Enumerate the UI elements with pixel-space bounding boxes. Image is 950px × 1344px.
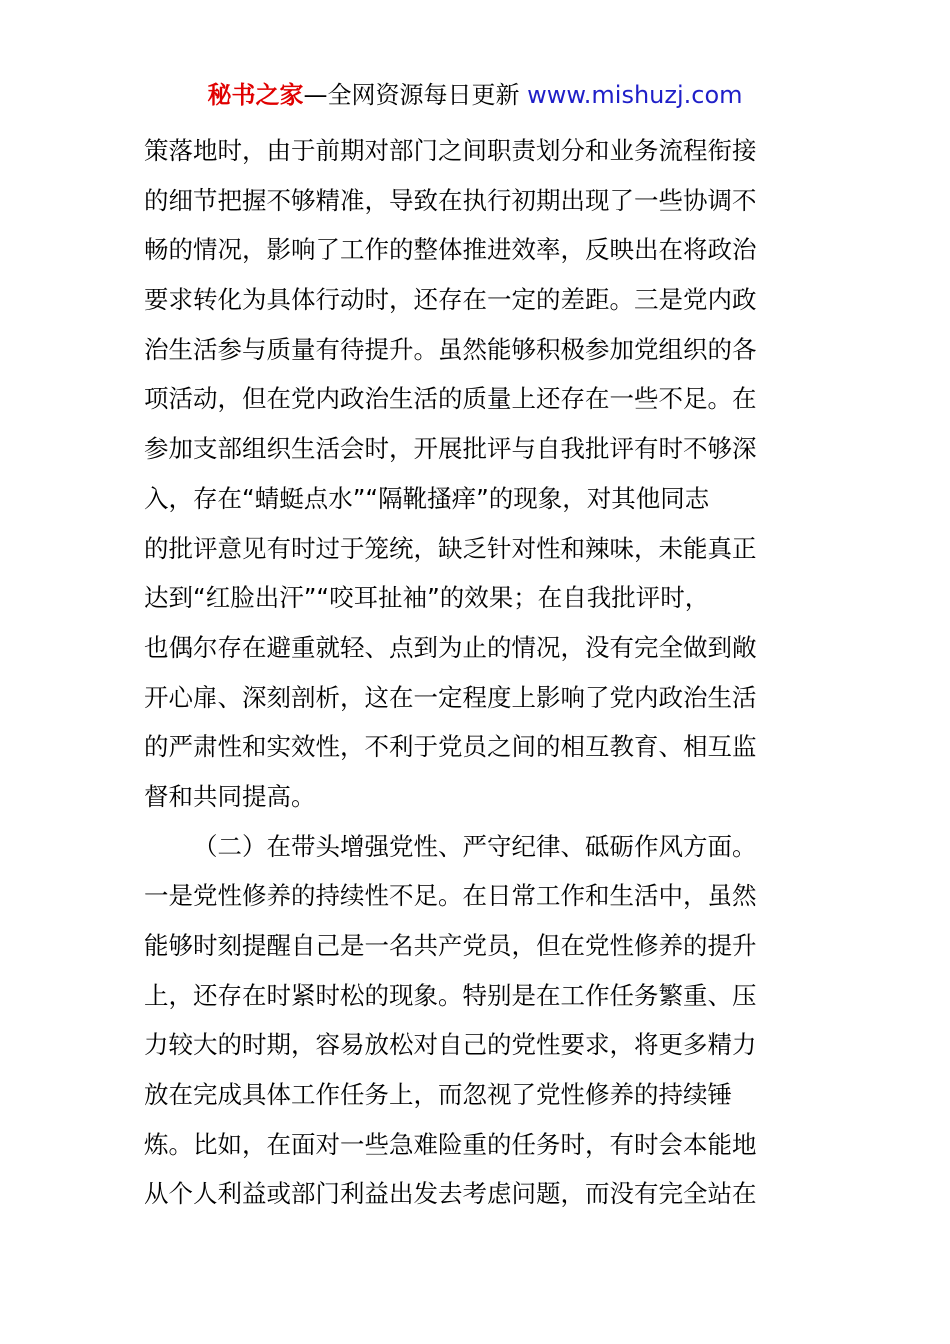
text-line: 参加支部组织生活会时，开展批评与自我批评有时不够深 bbox=[144, 434, 757, 464]
text-line: 督和共同提高。 bbox=[144, 781, 316, 811]
text-line: 的批评意见有时过于笼统，缺乏针对性和辣味，未能真正 bbox=[144, 533, 757, 563]
text-line: 的细节把握不够精准，导致在执行初期出现了一些协调不 bbox=[144, 185, 757, 215]
text-line: 开心扉、深刻剖析，这在一定程度上影响了党内政治生活 bbox=[144, 682, 757, 712]
brand-name: 秘书之家 bbox=[207, 81, 304, 109]
text-line: 力较大的时期，容易放松对自己的党性要求，将更多精力 bbox=[144, 1030, 757, 1060]
text-line: 从个人利益或部门利益出发去考虑问题，而没有完全站在 bbox=[144, 1179, 757, 1209]
text-line: 炼。比如，在面对一些急难险重的任务时，有时会本能地 bbox=[144, 1129, 757, 1159]
text-line: 能够时刻提醒自己是一名共产党员，但在党性修养的提升 bbox=[144, 931, 757, 960]
text-line: 达到“红脸出汗”“咬耳扯袖”的效果；在自我批评时， bbox=[144, 583, 710, 613]
text-line: 的严肃性和实效性，不利于党员之间的相互教育、相互监 bbox=[144, 732, 757, 762]
text-line: 也偶尔存在避重就轻、点到为止的情况，没有完全做到敞 bbox=[144, 632, 757, 662]
text-line: 项活动，但在党内政治生活的质量上还存在一些不足。在 bbox=[144, 384, 757, 414]
text-line: 畅的情况，影响了工作的整体推进效率，反映出在将政治 bbox=[144, 235, 757, 265]
section-heading: （二）在带头增强党性、严守纪律、砥砺作风方面。 bbox=[193, 831, 757, 861]
header-tagline: —全网资源每日更新 bbox=[303, 81, 528, 109]
site-url[interactable]: www.mishuzj.com bbox=[527, 81, 743, 109]
text-line: 一是党性修养的持续性不足。在日常工作和生活中，虽然 bbox=[144, 881, 757, 911]
text-line: 入，存在“蜻蜓点水”“隔靴搔痒”的现象，对其他同志 bbox=[144, 483, 710, 513]
text-line: 上，还存在时紧时松的现象。特别是在工作任务繁重、压 bbox=[144, 980, 757, 1010]
text-line: 策落地时，由于前期对部门之间职责划分和业务流程衔接 bbox=[144, 136, 757, 165]
text-line: 放在完成具体工作任务上，而忽视了党性修养的持续锤 bbox=[144, 1080, 732, 1110]
text-line: 治生活参与质量有待提升。虽然能够积极参加党组织的各 bbox=[144, 334, 757, 364]
document-body bbox=[144, 126, 808, 1219]
text-line: 要求转化为具体行动时，还存在一定的差距。三是党内政 bbox=[144, 285, 757, 315]
site-header bbox=[0, 78, 950, 112]
